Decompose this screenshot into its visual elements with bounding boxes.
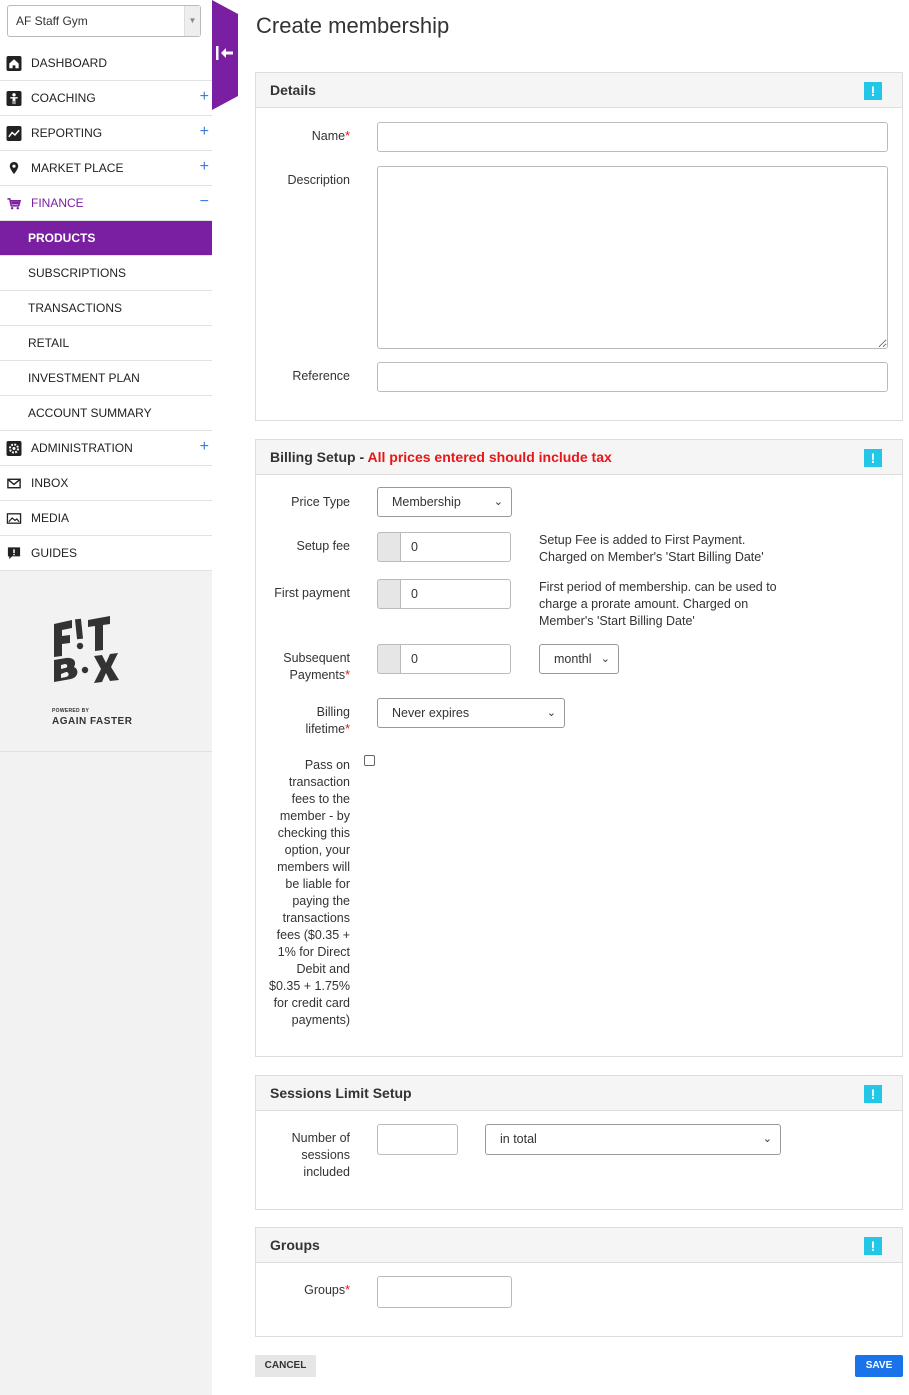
pass-on-fees-label [260, 757, 350, 1029]
sidebar-item-guides[interactable] [0, 536, 212, 571]
expand-icon[interactable]: + [199, 158, 209, 175]
label-line: sessions [301, 1148, 350, 1162]
expand-icon[interactable]: + [199, 123, 209, 140]
sidebar-item-label: GUIDES [31, 546, 78, 560]
collapse-icon[interactable]: − [199, 193, 209, 210]
sidebar-item-label: ADMINISTRATION [31, 441, 133, 455]
chevron-down-icon: ⌄ [546, 707, 556, 719]
label-line: Billing [316, 705, 350, 719]
brand-logo-area [0, 572, 212, 752]
label-line: $0.35 + 1.75% [269, 979, 350, 993]
sidebar-item-label: REPORTING [31, 126, 103, 140]
logo-company: AGAIN FASTER [52, 716, 133, 727]
sidebar-nav [0, 46, 212, 571]
details-panel-header [256, 73, 902, 108]
sidebar [0, 0, 212, 1395]
currency-addon [377, 644, 401, 674]
cart-icon [6, 196, 22, 211]
chevron-down-icon: ⌄ [762, 1133, 772, 1145]
sidebar-item-finance[interactable] [0, 186, 212, 221]
panel-title: Groups [270, 1237, 320, 1253]
chevron-down-icon: ⌄ [493, 496, 503, 508]
collapse-sidebar-button[interactable] [212, 0, 238, 110]
label-line: paying the [292, 894, 350, 908]
label-line [260, 667, 350, 684]
reference-label: Reference [292, 369, 350, 383]
groups-panel-header [256, 1228, 902, 1263]
billing-panel-header [256, 440, 902, 475]
label-line: 1% for Direct [277, 945, 350, 959]
label-text: Groups [304, 1283, 346, 1297]
label-line: option, your [284, 843, 350, 857]
gym-selector-value: AF Staff Gym [16, 14, 88, 28]
help-icon[interactable]: ! [864, 1237, 882, 1255]
sidebar-item-transactions[interactable] [0, 291, 212, 326]
billing-lifetime-label [260, 704, 350, 738]
cancel-button[interactable]: CANCEL [255, 1355, 316, 1377]
sidebar-item-label: INVESTMENT PLAN [28, 371, 140, 385]
sidebar-item-label: COACHING [31, 91, 96, 105]
sidebar-item-label: MEDIA [31, 511, 70, 525]
sidebar-item-reporting[interactable] [0, 116, 212, 151]
sessions-panel-header [256, 1076, 902, 1111]
expand-icon[interactable]: + [199, 88, 209, 105]
select-value: Membership [392, 495, 461, 509]
speech-bubble-icon [6, 546, 22, 561]
description-textarea[interactable] [377, 166, 888, 349]
help-icon[interactable]: ! [864, 1085, 882, 1103]
sidebar-item-dashboard[interactable] [0, 46, 212, 81]
hint-line: Member's 'Start Billing Date' [539, 614, 695, 628]
sidebar-item-label: RETAIL [28, 336, 70, 350]
first-payment-hint [539, 579, 777, 630]
caret-down-icon: ▼ [184, 6, 200, 36]
label-line [260, 721, 350, 738]
sidebar-item-investment-plan[interactable] [0, 361, 212, 396]
page-title: Create membership [256, 13, 450, 38]
setup-fee-input[interactable] [400, 532, 511, 562]
sessions-count-input[interactable] [377, 1124, 458, 1155]
label-line: Subsequent [283, 651, 350, 665]
panel-title: Billing Setup [270, 449, 356, 465]
label-line: be liable for [285, 877, 350, 891]
reference-input[interactable] [377, 362, 888, 392]
tax-warning: All prices entered should include tax [367, 449, 612, 465]
subsequent-payments-label [260, 650, 350, 684]
description-label: Description [287, 173, 350, 187]
required-marker: * [345, 129, 350, 143]
gear-icon [6, 441, 22, 456]
label-line: Debit and [296, 962, 350, 976]
label-line: fees ($0.35 + [276, 928, 350, 942]
help-icon[interactable]: ! [864, 449, 882, 467]
hint-line: Setup Fee is added to First Payment. [539, 533, 746, 547]
name-label [260, 128, 350, 145]
sidebar-item-retail[interactable] [0, 326, 212, 361]
home-icon [6, 56, 22, 71]
sidebar-item-label: PRODUCTS [28, 231, 96, 245]
subsequent-payments-input[interactable] [400, 644, 511, 674]
title-separator: - [355, 449, 368, 465]
location-pin-icon [6, 161, 22, 176]
required-marker: * [345, 722, 350, 736]
logo-powered-by: POWERED BY [52, 708, 90, 714]
groups-input[interactable] [377, 1276, 512, 1308]
select-value: monthl [554, 652, 592, 666]
label-line: payments) [291, 1013, 350, 1027]
label-line: transaction [288, 775, 350, 789]
hint-line: charge a prorate amount. Charged on [539, 597, 749, 611]
sidebar-item-label: INBOX [31, 476, 69, 490]
panel-title: Details [270, 82, 316, 98]
sessions-count-label [260, 1130, 350, 1181]
expand-icon[interactable]: + [199, 438, 209, 455]
label-line: member - by [279, 809, 350, 823]
sidebar-item-administration[interactable] [0, 431, 212, 466]
sessions-scope-select[interactable] [485, 1124, 781, 1155]
sidebar-item-label: ACCOUNT SUMMARY [28, 406, 152, 420]
label-line: for credit card [273, 996, 350, 1010]
sidebar-item-inbox[interactable] [0, 466, 212, 501]
required-marker: * [345, 668, 350, 682]
billing-period-select[interactable] [539, 644, 619, 674]
label-line: transactions [282, 911, 350, 925]
currency-addon [377, 532, 401, 562]
select-value: Never expires [392, 706, 470, 720]
label-line: members will [277, 860, 350, 874]
label-text: lifetime [305, 722, 346, 736]
person-icon [6, 91, 22, 106]
label-line: fees to the [291, 792, 350, 806]
hint-line: Charged on Member's 'Start Billing Date' [539, 550, 764, 564]
label-text: Payments [289, 668, 346, 682]
hint-line: First period of membership. can be used to [539, 580, 777, 594]
label-text: Name [311, 129, 346, 143]
price-type-label: Price Type [291, 495, 350, 509]
sidebar-item-products[interactable] [0, 221, 212, 256]
chevron-down-icon: ⌄ [599, 645, 610, 673]
first-payment-input[interactable] [400, 579, 511, 609]
panel-title: Sessions Limit Setup [270, 1085, 412, 1101]
currency-addon [377, 579, 401, 609]
label-line: Pass on [304, 758, 350, 772]
billing-lifetime-select[interactable] [377, 698, 565, 728]
label-line: Number of [291, 1131, 350, 1145]
help-icon[interactable]: ! [864, 82, 882, 100]
groups-panel [255, 1227, 903, 1337]
setup-fee-label: Setup fee [296, 539, 350, 553]
sidebar-item-label: TRANSACTIONS [28, 301, 123, 315]
save-button[interactable]: SAVE [855, 1355, 903, 1377]
chart-icon [6, 126, 22, 141]
sidebar-item-label: MARKET PLACE [31, 161, 124, 175]
gym-selector[interactable] [7, 5, 201, 37]
required-marker: * [345, 1283, 350, 1297]
price-type-select[interactable] [377, 487, 512, 517]
label-line: checking this [277, 826, 350, 840]
setup-fee-hint [539, 532, 764, 566]
label-line: included [303, 1165, 350, 1179]
mail-icon [6, 476, 22, 491]
sidebar-item-account-summary[interactable] [0, 396, 212, 431]
sidebar-item-media[interactable] [0, 501, 212, 536]
name-input[interactable] [377, 122, 888, 152]
sidebar-item-coaching[interactable] [0, 81, 212, 116]
first-payment-label: First payment [274, 586, 350, 600]
sidebar-item-label: SUBSCRIPTIONS [28, 266, 127, 280]
select-value: in total [500, 1132, 537, 1146]
image-icon [6, 511, 22, 526]
groups-label [260, 1282, 350, 1299]
sidebar-item-label: FINANCE [31, 196, 84, 210]
sidebar-item-subscriptions[interactable] [0, 256, 212, 291]
sidebar-item-market-place[interactable] [0, 151, 212, 186]
sidebar-item-label: DASHBOARD [31, 56, 108, 70]
pass-on-fees-checkbox[interactable] [364, 755, 375, 766]
fitbox-logo [52, 614, 130, 694]
